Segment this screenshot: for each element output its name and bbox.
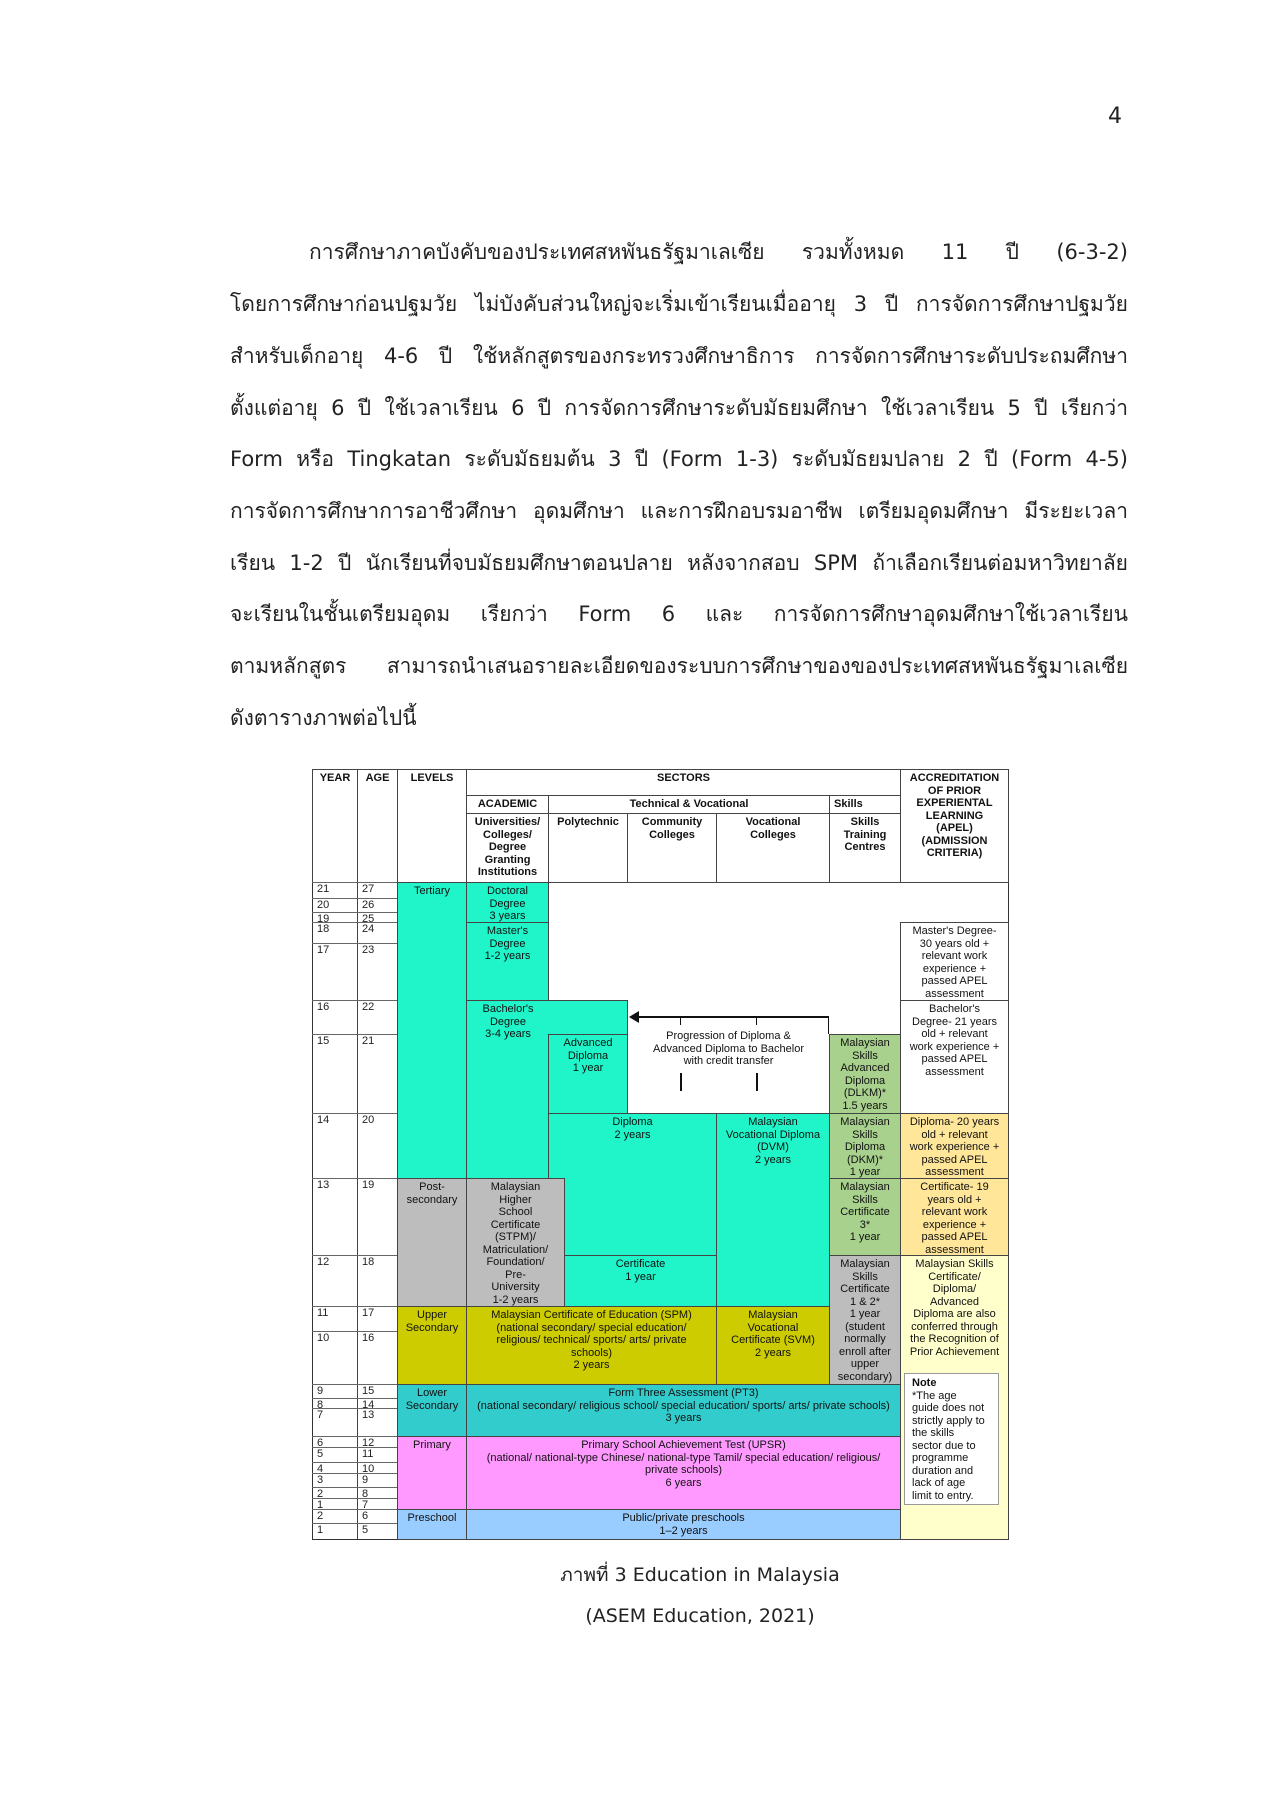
age-cell: 18 bbox=[357, 1255, 398, 1306]
age-cell: 5 bbox=[357, 1523, 398, 1539]
tick-line bbox=[828, 1017, 829, 1034]
paragraph-line: ตั้งแต่อายุ 6 ปี ใช้เวลาเรียน 6 ปี การจัดการศึกษาระดับมัธยมศึกษา ใช้เวลาเรียน 5 ปี เรียกว่า bbox=[230, 396, 1128, 420]
tick-line bbox=[756, 1017, 757, 1025]
age-cell: 19 bbox=[357, 1178, 398, 1255]
year-cell: 4 bbox=[312, 1462, 358, 1473]
paragraph-line: Form หรือ Tingkatan ระดับมัธยมต้น 3 ปี (Form 1-3) ระดับมัธยมปลาย 2 ปี (Form 4-5) bbox=[230, 447, 1128, 471]
year-cell: 19 bbox=[312, 912, 358, 922]
year-cell: 10 bbox=[312, 1331, 358, 1384]
year-cell: 3 bbox=[312, 1473, 358, 1487]
block-skills-certificate-1-2: Malaysian Skills Certificate 1 & 2* 1 year (student normally enroll after upper secondary) bbox=[829, 1255, 901, 1385]
paragraph-line: ตามหลักสูตร สามารถนำเสนอรายละเอียดของระบบการศึกษาของของประเทศสหพันธรัฐมาเลเซีย bbox=[230, 654, 1128, 678]
age-cell: 27 bbox=[357, 882, 398, 898]
block-skills-certificate-3: Malaysian Skills Certificate 3* 1 year bbox=[829, 1178, 901, 1256]
block-doctoral: Doctoral Degree 3 years bbox=[466, 882, 549, 923]
age-cell: 16 bbox=[357, 1331, 398, 1384]
year-cell: 14 bbox=[312, 1113, 358, 1178]
age-cell: 9 bbox=[357, 1473, 398, 1487]
paragraph-line: ดังตารางภาพต่อไปนี้ bbox=[230, 706, 417, 730]
apel-certificate: Certificate- 19 years old + relevant work experience + passed APEL assessment bbox=[900, 1178, 1009, 1256]
block-masters: Master's Degree 1-2 years bbox=[466, 922, 549, 1001]
age-cell: 12 bbox=[357, 1436, 398, 1447]
figure-source: (ASEM Education, 2021) bbox=[585, 1605, 815, 1627]
note-title: Note bbox=[912, 1377, 937, 1389]
header-academic: ACADEMIC bbox=[466, 795, 549, 814]
year-cell: 2 bbox=[312, 1509, 358, 1523]
year-cell: 1 bbox=[312, 1523, 358, 1539]
block-dkm: Malaysian Skills Diploma (DKM)* 1 year bbox=[829, 1113, 901, 1179]
year-cell: 7 bbox=[312, 1408, 358, 1436]
paragraph-line: สำหรับเด็กอายุ 4-6 ปี ใช้หลักสูตรของกระทรวงศึกษาธิการ การจัดการศึกษาระดับประถมศึกษา bbox=[230, 344, 1128, 368]
level-preschool: Preschool bbox=[397, 1509, 467, 1540]
level-lower-secondary: Lower Secondary bbox=[397, 1384, 467, 1437]
block-spm: Malaysian Certificate of Education (SPM) (national secondary/ special education/ religious/ technical/ sports/ arts/ private schools) 2 years bbox=[466, 1306, 717, 1385]
apel-skills: Malaysian Skills Certificate/ Diploma/ Advanced Diploma are also conferred through the Recognition of Prior Achievement bbox=[900, 1255, 1009, 1540]
age-cell: 6 bbox=[357, 1509, 398, 1523]
tick-line bbox=[756, 1073, 758, 1091]
age-cell: 13 bbox=[357, 1408, 398, 1436]
block-dlkm: Malaysian Skills Advanced Diploma (DLKM)* 1.5 years bbox=[829, 1034, 901, 1114]
header-polytechnic: Polytechnic bbox=[548, 813, 628, 883]
block-advanced-diploma: Advanced Diploma 1 year bbox=[548, 1034, 628, 1114]
header-technical-vocational: Technical & Vocational bbox=[548, 795, 830, 814]
header-sectors: SECTORS bbox=[466, 769, 901, 796]
arrow-head-icon bbox=[629, 1011, 639, 1023]
age-cell: 14 bbox=[357, 1398, 398, 1408]
header-apel: ACCREDITATION OF PRIOR EXPERIENTAL LEARNING (APEL) (ADMISSION CRITERIA) bbox=[900, 769, 1009, 883]
block-svm: Malaysian Vocational Certificate (SVM) 2 years bbox=[716, 1306, 830, 1385]
block-diploma: Diploma 2 years bbox=[548, 1113, 717, 1256]
level-post-secondary: Post- secondary bbox=[397, 1178, 467, 1307]
header-skills: Skills bbox=[829, 795, 901, 814]
year-cell: 6 bbox=[312, 1436, 358, 1447]
year-cell: 12 bbox=[312, 1255, 358, 1306]
age-cell: 11 bbox=[357, 1447, 398, 1462]
age-cell: 21 bbox=[357, 1034, 398, 1113]
figure-caption: ภาพที่ 3 Education in Malaysia bbox=[560, 1564, 840, 1586]
paragraph-line: การศึกษาภาคบังคับของประเทศสหพันธรัฐมาเลเซีย รวมทั้งหมด 11 ปี (6-3-2) bbox=[309, 240, 1128, 264]
level-primary: Primary bbox=[397, 1436, 467, 1510]
progression-arrow-line bbox=[638, 1016, 829, 1018]
paragraph-line: การจัดการศึกษาการอาชีวศึกษา อุดมศึกษา และการฝึกอบรมอาชีพ เตรียมอุดมศึกษา มีระยะเวลา bbox=[230, 499, 1128, 523]
block-certificate: Certificate 1 year bbox=[564, 1255, 717, 1307]
block-dvm: Malaysian Vocational Diploma (DVM) 2 years bbox=[716, 1113, 830, 1307]
age-cell: 8 bbox=[357, 1487, 398, 1498]
tick-line bbox=[680, 1073, 682, 1091]
header-age: AGE bbox=[357, 769, 398, 883]
block-preschool: Public/private preschools 1–2 years bbox=[466, 1509, 901, 1540]
year-cell: 13 bbox=[312, 1178, 358, 1255]
age-cell: 23 bbox=[357, 943, 398, 1000]
header-vocational-colleges: Vocational Colleges bbox=[716, 813, 830, 883]
header-skills-training-centres: Skills Training Centres bbox=[829, 813, 901, 883]
apel-bachelors: Bachelor's Degree- 21 years old + relevant work experience + passed APEL assessment bbox=[900, 1000, 1009, 1114]
year-cell: 18 bbox=[312, 922, 358, 943]
block-bachelors-extension bbox=[548, 1000, 628, 1035]
year-cell: 8 bbox=[312, 1398, 358, 1408]
header-universities: Universities/ Colleges/ Degree Granting Institutions bbox=[466, 813, 549, 883]
year-cell: 21 bbox=[312, 882, 358, 898]
age-cell: 15 bbox=[357, 1384, 398, 1398]
year-cell: 16 bbox=[312, 1000, 358, 1034]
header-year: YEAR bbox=[312, 769, 358, 883]
header-community-colleges: Community Colleges bbox=[627, 813, 717, 883]
age-cell: 17 bbox=[357, 1306, 398, 1331]
year-cell: 9 bbox=[312, 1384, 358, 1398]
age-cell: 7 bbox=[357, 1498, 398, 1509]
paragraph-line: โดยการศึกษาก่อนปฐมวัย ไม่บังคับส่วนใหญ่จะเริ่มเข้าเรียนเมื่ออายุ 3 ปี การจัดการศึกษาปฐมวัย bbox=[230, 292, 1128, 316]
year-cell: 15 bbox=[312, 1034, 358, 1113]
age-cell: 25 bbox=[357, 912, 398, 922]
note-text: *The age guide does not strictly apply to the skills sector due to programme duration and lack of age limit to entry. bbox=[912, 1389, 985, 1502]
paragraph-line: เรียน 1-2 ปี นักเรียนที่จบมัธยมศึกษาตอนปลาย หลังจากสอบ SPM ถ้าเลือกเรียนต่อมหาวิทยาลัย bbox=[230, 551, 1128, 575]
block-bachelors: Bachelor's Degree 3-4 years bbox=[466, 1000, 549, 1179]
note-box bbox=[904, 1373, 999, 1505]
page-number: 4 bbox=[1108, 104, 1122, 129]
header-levels: LEVELS bbox=[397, 769, 467, 883]
age-cell: 22 bbox=[357, 1000, 398, 1034]
age-cell: 20 bbox=[357, 1113, 398, 1178]
tick-line bbox=[680, 1017, 681, 1025]
year-cell: 20 bbox=[312, 898, 358, 912]
progression-note: Progression of Diploma & Advanced Diploma to Bachelor with credit transfer bbox=[652, 1030, 805, 1067]
year-cell: 1 bbox=[312, 1498, 358, 1509]
block-pt3: Form Three Assessment (PT3) (national secondary/ religious school/ special education/ sports/ arts/ private schools) 3 years bbox=[466, 1384, 901, 1437]
paragraph-line: จะเรียนในชั้นเตรียมอุดม เรียกว่า Form 6 และ การจัดการศึกษาอุดมศึกษาใช้เวลาเรียน bbox=[230, 602, 1128, 626]
age-cell: 26 bbox=[357, 898, 398, 912]
year-cell: 11 bbox=[312, 1306, 358, 1331]
age-cell: 10 bbox=[357, 1462, 398, 1473]
level-tertiary: Tertiary bbox=[397, 882, 467, 1179]
age-cell: 24 bbox=[357, 922, 398, 943]
year-cell: 5 bbox=[312, 1447, 358, 1462]
apel-masters: Master's Degree- 30 years old + relevant work experience + passed APEL assessment bbox=[900, 922, 1009, 1001]
block-stpm: Malaysian Higher School Certificate (STPM)/ Matriculation/ Foundation/ Pre- University 1-2 years bbox=[466, 1178, 565, 1307]
block-upsr: Primary School Achievement Test (UPSR) (national/ national-type Chinese/ national-type Tamil/ special education/ religious/ private schools) 6 years bbox=[466, 1436, 901, 1510]
year-cell: 17 bbox=[312, 943, 358, 1000]
year-cell: 2 bbox=[312, 1487, 358, 1498]
level-upper-secondary: Upper Secondary bbox=[397, 1306, 467, 1385]
apel-diploma: Diploma- 20 years old + relevant work experience + passed APEL assessment bbox=[900, 1113, 1009, 1179]
